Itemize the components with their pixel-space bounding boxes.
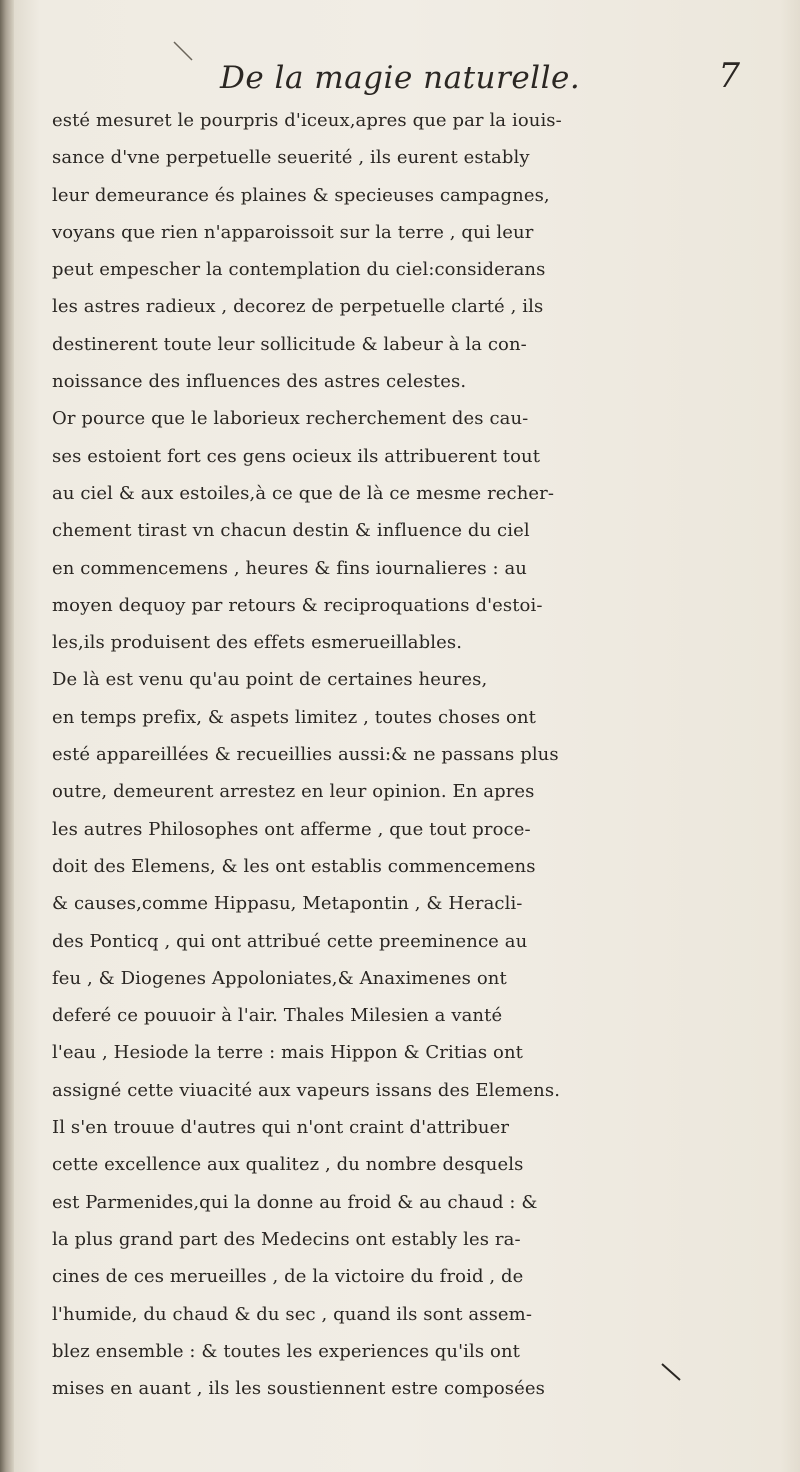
text-line: leur demeurance és plaines & specieuses campagnes, <box>52 184 550 206</box>
body-text <box>52 102 772 1407</box>
text-line: les autres Philosophes ont afferme , que tout proce- <box>52 818 531 840</box>
page-binding-edge <box>0 0 14 1472</box>
text-line: peut empescher la contemplation du ciel:considerans <box>52 259 546 281</box>
text-line: l'humide, du chaud & du sec , quand ils sont assem- <box>52 1303 533 1325</box>
text-line: sance d'vne perpetuelle seuerité , ils eurent estably <box>52 147 530 169</box>
running-title: De la magie naturelle. <box>220 60 581 96</box>
text-line: Il s'en trouue d'autres qui n'ont craint d'attribuer <box>52 1117 510 1139</box>
text-line: en temps prefix, & aspets limitez , toutes choses ont <box>52 706 536 728</box>
catch-mark <box>660 1360 684 1384</box>
text-line: les astres radieux , decorez de perpetuelle clarté , ils <box>52 296 544 318</box>
text-line: voyans que rien n'apparoissoit sur la terre , qui leur <box>52 221 534 243</box>
text-line: au ciel & aux estoiles,à ce que de là ce mesme recher- <box>52 482 555 504</box>
text-line: doit des Elemens, & les ont establis commencemens <box>52 855 536 877</box>
text-line: feu , & Diogenes Appoloniates,& Anaximenes ont <box>52 967 507 989</box>
text-line: cette excellence aux qualitez , du nombre desquels <box>52 1154 524 1176</box>
text-line: chement tirast vn chacun destin & influence du ciel <box>52 520 530 542</box>
text-line: les,ils produisent des effets esmerueillables. <box>52 632 463 654</box>
text-line: & causes,comme Hippasu, Metapontin , & Heracli- <box>52 893 523 915</box>
text-line: assigné cette viuacité aux vapeurs issans des Elemens. <box>52 1079 561 1101</box>
text-line: Or pource que le laborieux recherchement des cau- <box>52 408 529 430</box>
text-line: noissance des influences des astres celestes. <box>52 371 467 393</box>
text-line: cines de ces merueilles , de la victoire du froid , de <box>52 1266 524 1288</box>
page-number: 7 <box>718 56 740 96</box>
text-line: des Ponticq , qui ont attribué cette preeminence au <box>52 930 528 952</box>
text-line: en commencemens , heures & fins iournalieres : au <box>52 557 527 579</box>
text-line: l'eau , Hesiode la terre : mais Hippon & Critias ont <box>52 1042 523 1064</box>
text-line: esté appareillées & recueillies aussi:& ne passans plus <box>52 744 559 766</box>
text-line: outre, demeurent arrestez en leur opinion. En apres <box>52 781 535 803</box>
text-line: destinerent toute leur sollicitude & labeur à la con- <box>52 333 527 355</box>
ink-mark <box>170 40 210 70</box>
text-line: la plus grand part des Medecins ont estably les ra- <box>52 1228 521 1250</box>
text-line: ses estoient fort ces gens ocieux ils attribuerent tout <box>52 445 541 467</box>
text-line: mises en auant , ils les soustiennent estre composées <box>52 1378 545 1400</box>
running-head <box>220 56 740 104</box>
text-line: deferé ce pouuoir à l'air. Thales Milesien a vanté <box>52 1005 503 1027</box>
text-line: moyen dequoy par retours & reciproquations d'estoi- <box>52 594 543 616</box>
text-line: est Parmenides,qui la donne au froid & au chaud : & <box>52 1191 538 1213</box>
text-line: esté mesuret le pourpris d'iceux,apres que par la iouis- <box>52 110 562 131</box>
text-line: blez ensemble : & toutes les experiences qu'ils ont <box>52 1340 520 1362</box>
text-line: De là est venu qu'au point de certaines heures, <box>52 669 488 691</box>
